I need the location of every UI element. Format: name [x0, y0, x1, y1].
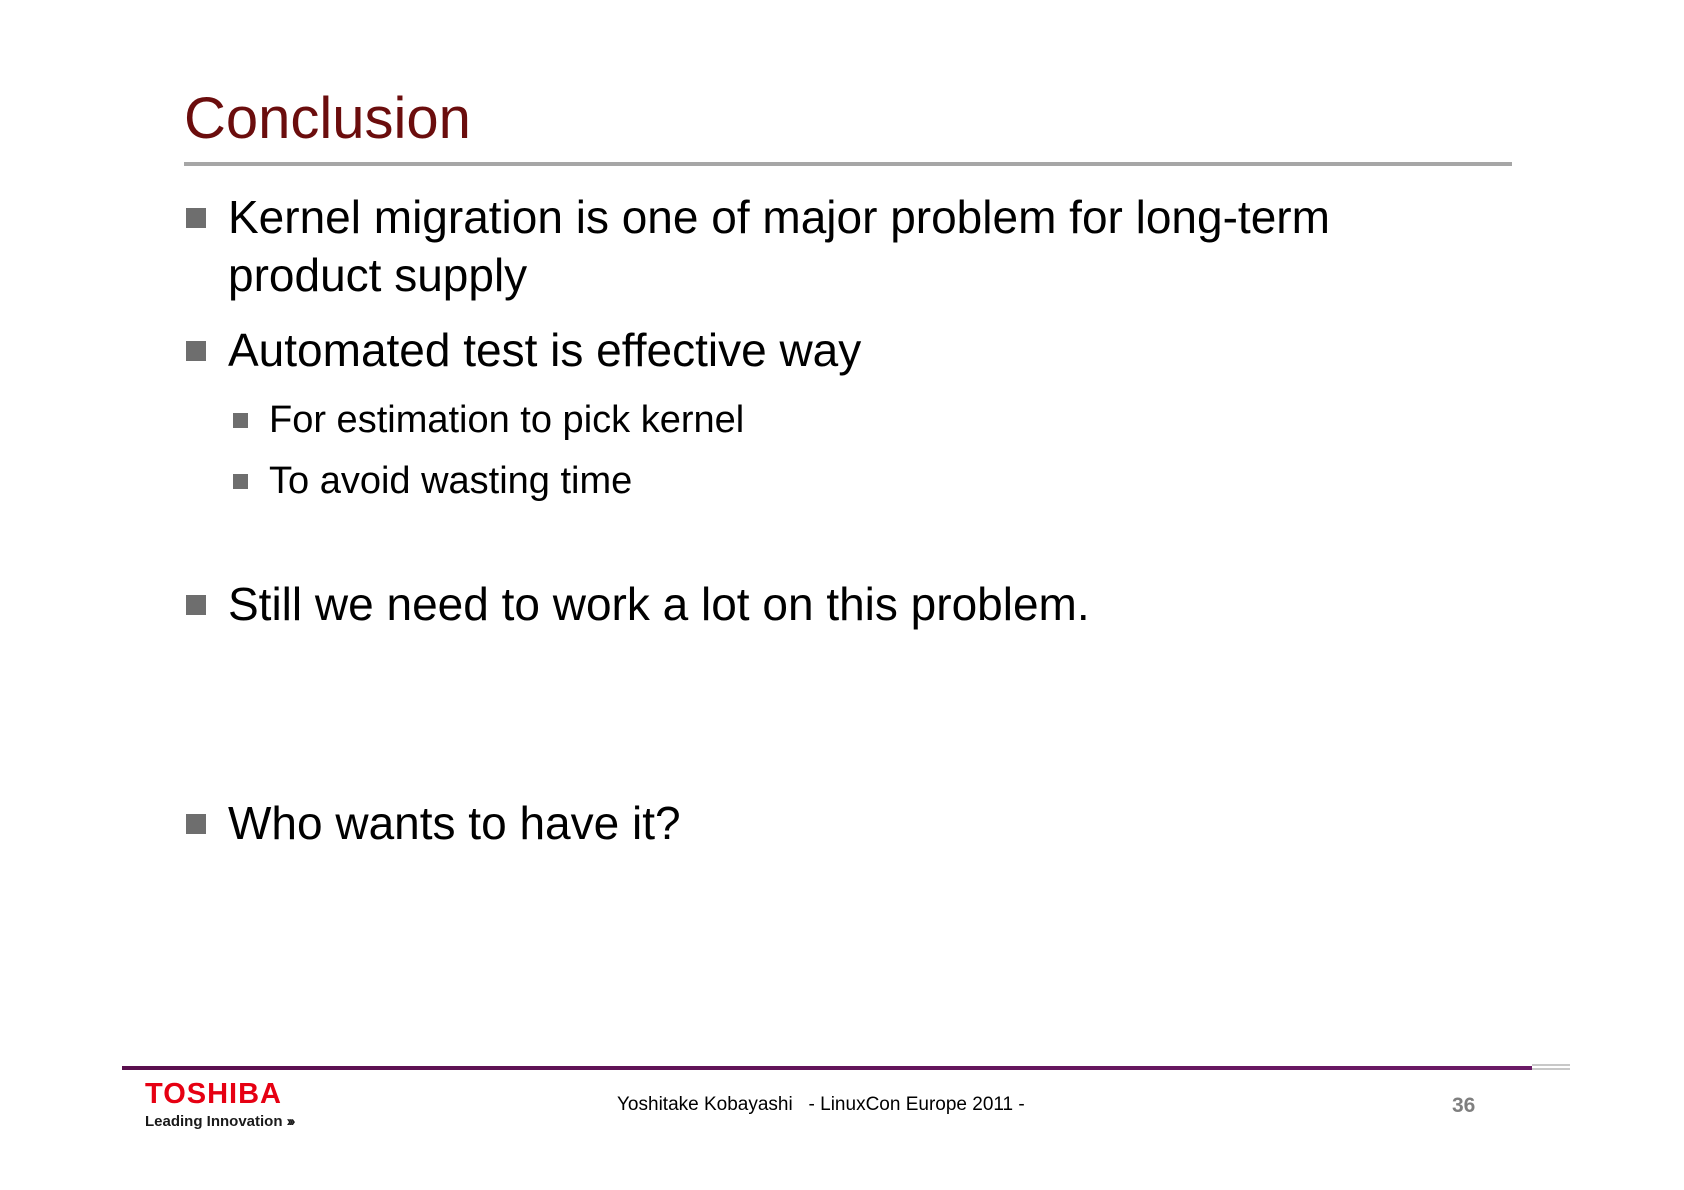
- bullet-square-icon: [186, 814, 206, 834]
- toshiba-logo: [145, 1080, 293, 1129]
- bullet-text: Kernel migration is one of major problem for long-term product supply: [228, 191, 1330, 301]
- bullet-item: [186, 321, 861, 379]
- bullet-item: [186, 794, 681, 852]
- title-divider: [184, 162, 1512, 166]
- footer-divider: [122, 1066, 1532, 1070]
- sub-bullet-item: [233, 455, 632, 507]
- sub-bullet-item: [233, 394, 744, 446]
- bullet-text: Still we need to work a lot on this problem.: [228, 578, 1090, 630]
- bullet-item: [186, 575, 1090, 633]
- sub-bullet-text: For estimation to pick kernel: [269, 399, 745, 441]
- bullet-text: Automated test is effective way: [228, 324, 862, 376]
- bullet-square-icon: [186, 208, 206, 228]
- sub-bullet-text: To avoid wasting time: [269, 460, 633, 502]
- bullet-square-icon: [233, 474, 248, 489]
- page-number: 36: [1452, 1094, 1476, 1117]
- bullet-text: Who wants to have it?: [228, 797, 681, 849]
- bullet-square-icon: [186, 341, 206, 361]
- presenter-credit: Yoshitake Kobayashi - LinuxCon Europe 2011 -: [617, 1094, 1025, 1115]
- logo-tagline: Leading Innovation ›››: [145, 1113, 293, 1130]
- bullet-square-icon: [186, 595, 206, 615]
- bullet-item: [186, 188, 1330, 304]
- footer-divider-tail: [1532, 1064, 1570, 1070]
- logo-brand: TOSHIBA: [145, 1078, 282, 1110]
- slide-title: Conclusion: [184, 86, 471, 151]
- chevrons-icon: ›››: [286, 1113, 293, 1130]
- bullet-square-icon: [233, 413, 248, 428]
